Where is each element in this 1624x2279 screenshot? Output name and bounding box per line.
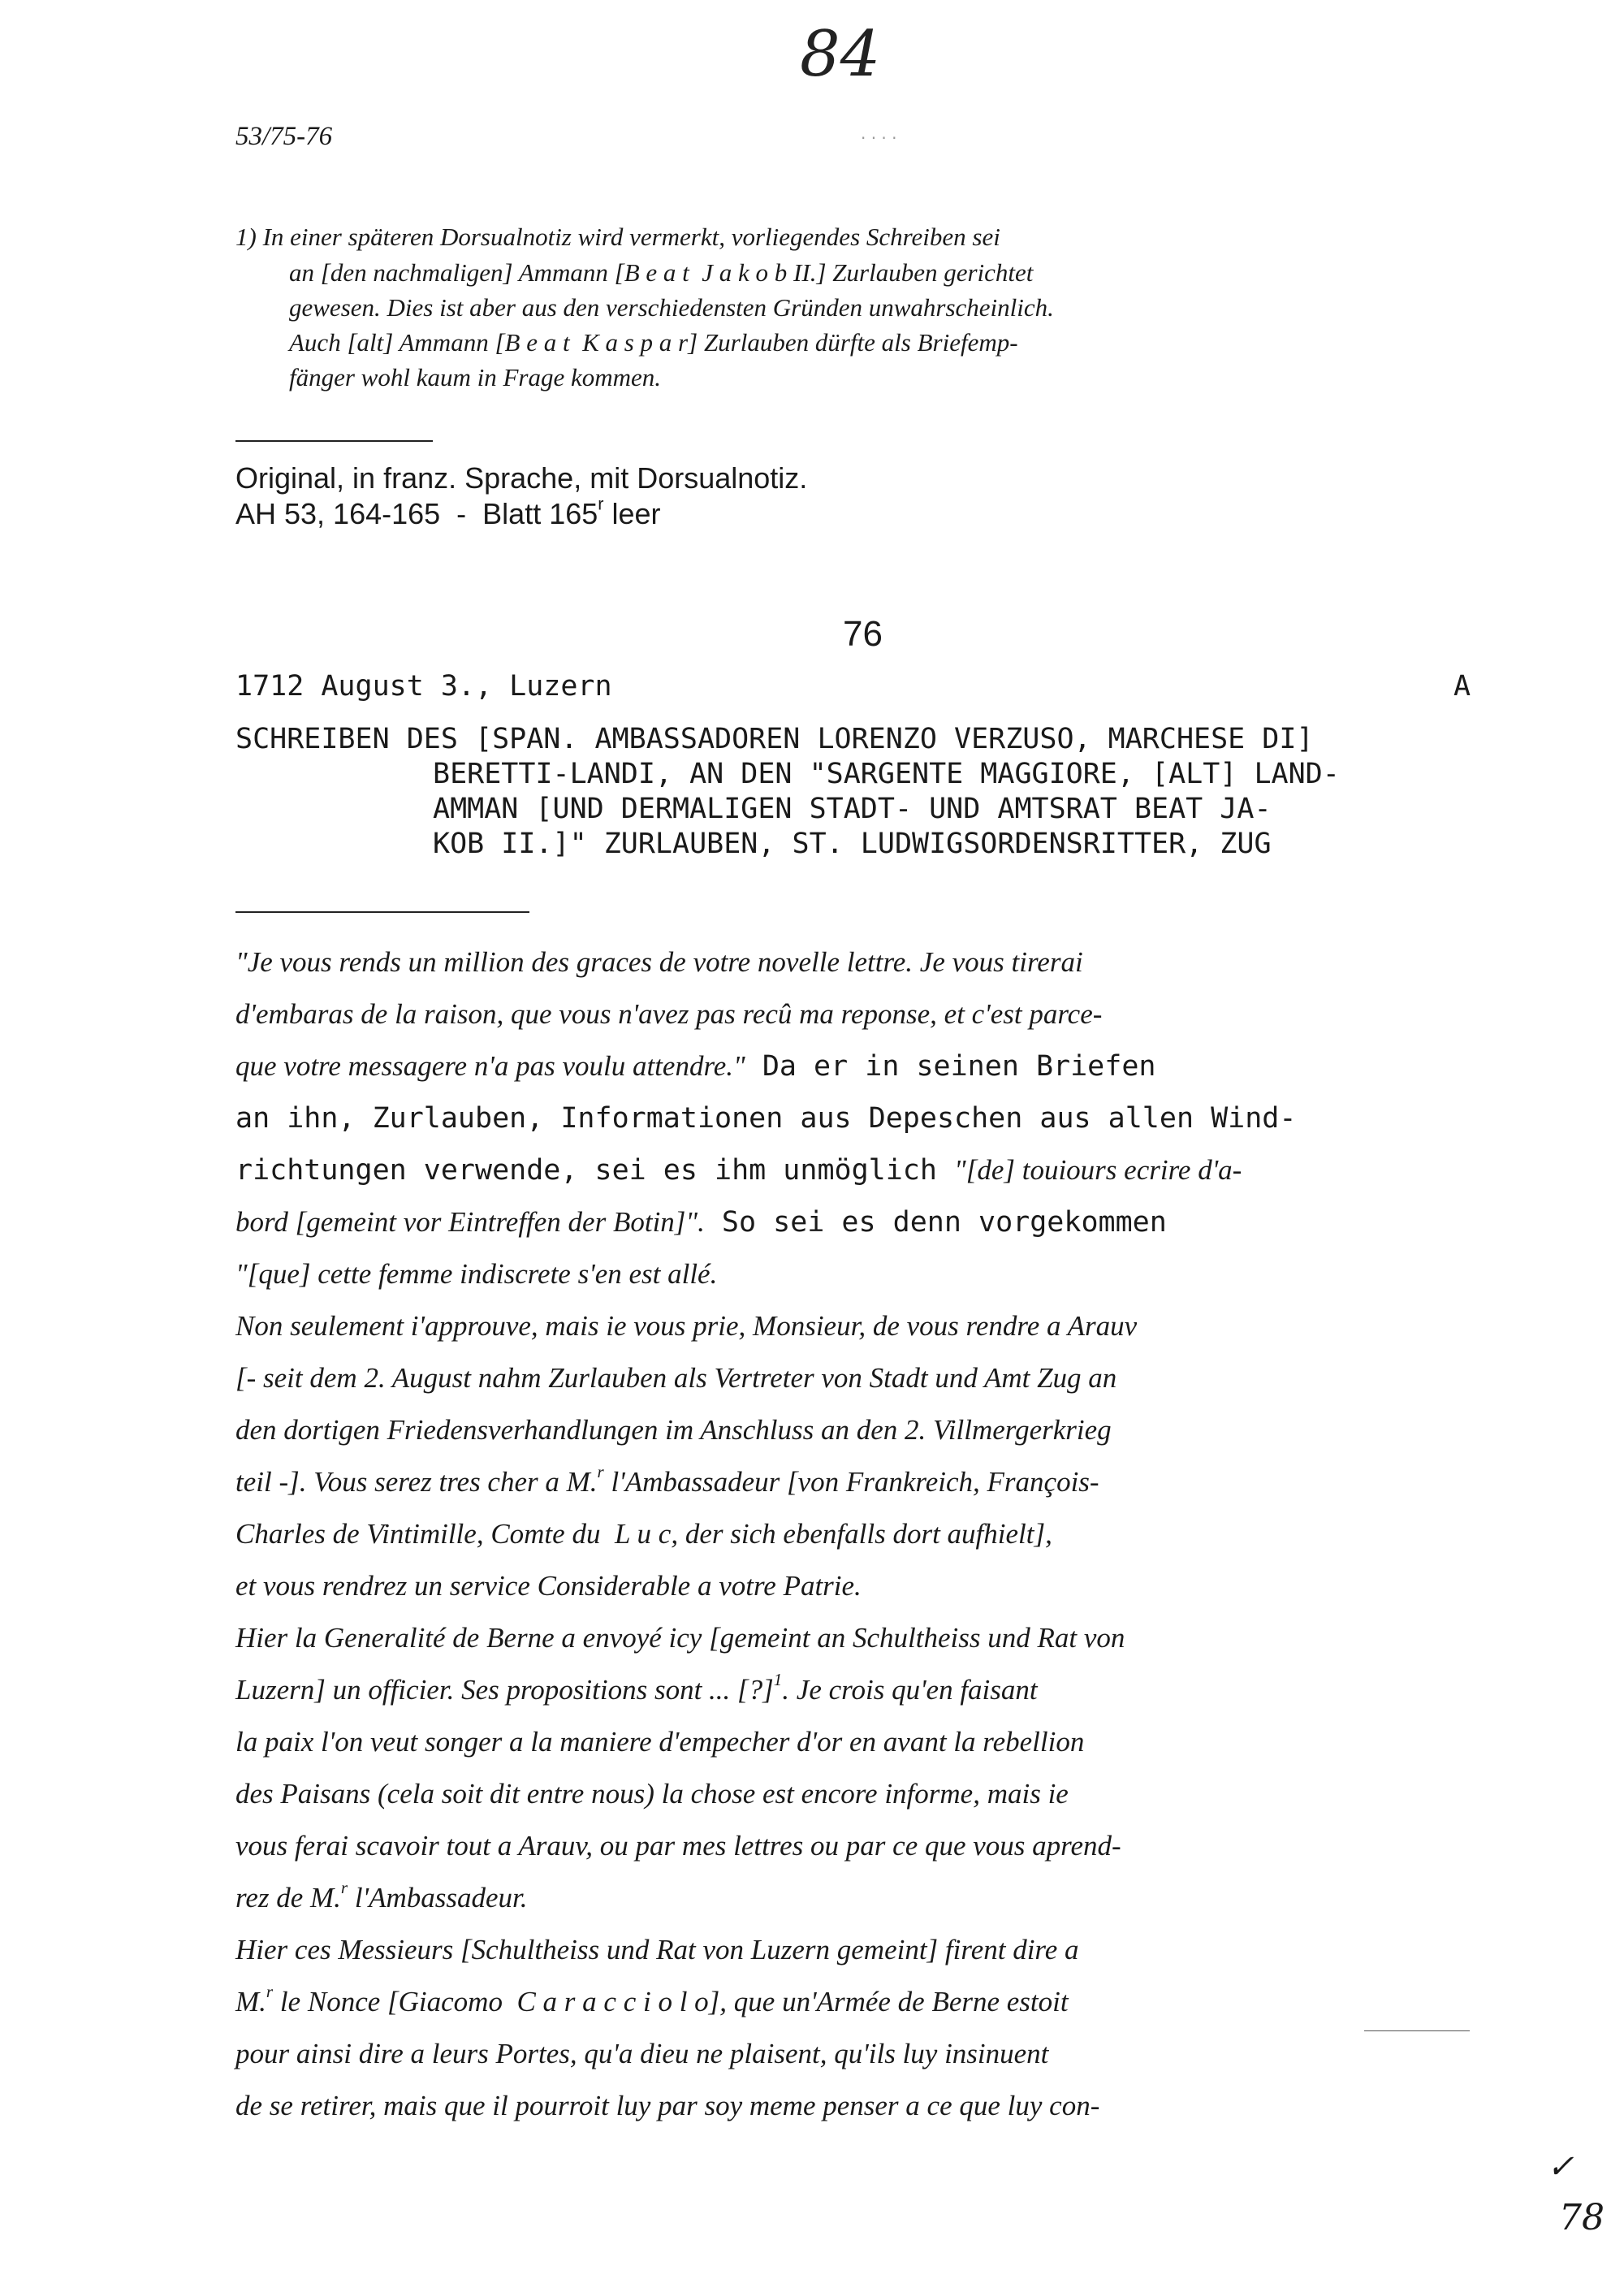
source-text: AH 53, 164-165 - Blatt 165	[235, 497, 598, 530]
body-line: an ihn, Zurlauben, Informationen aus Depeschen aus allen Wind-	[235, 1102, 1297, 1135]
footnote-line: Auch [alt] Ammann [B e a t K a s p a r] Zurlauben dürfte als Briefemp-	[289, 328, 1018, 357]
source-text: leer	[603, 497, 661, 530]
body-line: d'embaras de la raison, que vous n'avez pas recû ma reponse, et c'est parce-	[235, 998, 1103, 1030]
footnote-line: fänger wohl kaum in Frage kommen.	[289, 363, 662, 391]
body-line: la paix l'on veut songer a la maniere d'empecher d'or en avant la rebellion	[235, 1726, 1085, 1758]
body-line: "Je vous rends un million des graces de votre novelle lettre. Je vous tirerai	[235, 946, 1083, 978]
section-divider	[235, 440, 433, 442]
body-line	[235, 1206, 1167, 1239]
body-text: rez de M.	[235, 1882, 341, 1914]
summary-text: So sei es denn vorgekommen	[704, 1206, 1167, 1239]
source-line: Original, in franz. Sprache, mit Dorsualnotiz.	[235, 461, 808, 495]
handwritten-page-number: 84	[800, 18, 881, 91]
quoted-text: bord [gemeint vor Eintreffen der Botin]".	[235, 1206, 705, 1238]
body-line: den dortigen Friedensverhandlungen im Anschluss an den 2. Villmergerkrieg	[235, 1414, 1112, 1446]
body-text: M.	[235, 1986, 266, 2017]
footnote-line: 1) In einer späteren Dorsualnotiz wird vermerkt, vorliegendes Schreiben sei	[235, 223, 1000, 251]
heading-line: BERETTI-LANDI, AN DEN "SARGENTE MAGGIORE, [ALT] LAND-	[433, 758, 1340, 790]
body-line: de se retirer, mais que il pourroit luy par soy meme penser a ce que luy con-	[235, 2090, 1100, 2121]
abbreviation-mark: r	[597, 1462, 604, 1482]
body-text: l'Ambassadeur [von Frankreich, François-	[603, 1466, 1099, 1498]
source-line	[235, 493, 661, 531]
heading-line: SCHREIBEN DES [SPAN. AMBASSADOREN LORENZO VERZUSO, MARCHESE DI]	[235, 723, 1314, 755]
summary-text: richtungen verwende, sei es ihm unmöglich	[235, 1154, 955, 1187]
quoted-text: que votre messagere n'a pas voulu attendre."	[235, 1050, 745, 1082]
body-line	[235, 1050, 1155, 1083]
section-divider	[235, 911, 529, 913]
folio-side-mark: r	[598, 493, 604, 514]
body-line: Non seulement i'approuve, mais ie vous prie, Monsieur, de vous rendre a Arauv	[235, 1310, 1138, 1342]
body-line: vous ferai scavoir tout a Arauv, ou par mes lettres ou par ce que vous aprend-	[235, 1830, 1121, 1862]
abbreviation-mark: r	[340, 1878, 348, 1898]
entry-date-place: 1712 August 3., Luzern	[235, 670, 612, 703]
body-line: "[que] cette femme indiscrete s'en est allé.	[235, 1258, 718, 1290]
body-line	[235, 1154, 1242, 1187]
body-line: Charles de Vintimille, Comte du L u c, der sich ebenfalls dort aufhielt],	[235, 1518, 1052, 1550]
corner-note: 78	[1559, 2197, 1605, 2238]
entry-number: 76	[843, 614, 883, 654]
body-line: Hier ces Messieurs [Schultheiss und Rat von Luzern gemeint] firent dire a	[235, 1934, 1079, 1965]
quoted-text: "[de] touiours ecrire d'a-	[954, 1154, 1242, 1186]
abbreviation-mark: r	[266, 1982, 274, 2002]
body-line	[235, 1462, 1099, 1498]
entry-letter-code: A	[1453, 670, 1471, 703]
footnote-line: gewesen. Dies ist aber aus den verschiedensten Gründen unwahrscheinlich.	[289, 293, 1054, 322]
footnote-marker: 1	[773, 1670, 783, 1690]
check-mark-icon: ✓	[1547, 2148, 1574, 2186]
body-text: teil -]. Vous serez tres cher a M.	[235, 1466, 598, 1498]
body-line: [- seit dem 2. August nahm Zurlauben als Vertreter von Stadt und Amt Zug an	[235, 1362, 1117, 1394]
body-line	[235, 1982, 1069, 2018]
body-line: Hier la Generalité de Berne a envoyé icy [gemeint an Schultheiss und Rat von	[235, 1622, 1125, 1654]
heading-line: KOB II.]" ZURLAUBEN, ST. LUDWIGSORDENSRITTER, ZUG	[433, 828, 1272, 860]
body-line: des Paisans (cela soit dit entre nous) la chose est encore informe, mais ie	[235, 1778, 1069, 1810]
body-text: . Je crois qu'en faisant	[782, 1674, 1038, 1706]
body-text: Luzern] un officier. Ses propositions sont ... [?]	[235, 1674, 774, 1706]
pencil-mark	[1364, 2030, 1470, 2031]
summary-text: Da er in seinen Briefen	[745, 1050, 1156, 1083]
footnote-line: an [den nachmaligen] Ammann [B e a t J a k o b II.] Zurlauben gerichtet	[289, 258, 1034, 287]
body-text: le Nonce [Giacomo C a r a c c i o l o], que un'Armée de Berne estoit	[273, 1986, 1069, 2017]
body-line	[235, 1878, 528, 1914]
body-line: et vous rendrez un service Considerable a votre Patrie.	[235, 1570, 862, 1602]
body-line	[235, 1670, 1038, 1706]
body-text: l'Ambassadeur.	[348, 1882, 528, 1914]
scan-speck: · · · ·	[861, 128, 897, 148]
body-line: pour ainsi dire a leurs Portes, qu'a dieu ne plaisent, qu'ils luy insinuent	[235, 2038, 1049, 2069]
document-reference: 53/75-76	[235, 122, 333, 151]
heading-line: AMMAN [UND DERMALIGEN STADT- UND AMTSRAT BEAT JA-	[433, 793, 1272, 825]
